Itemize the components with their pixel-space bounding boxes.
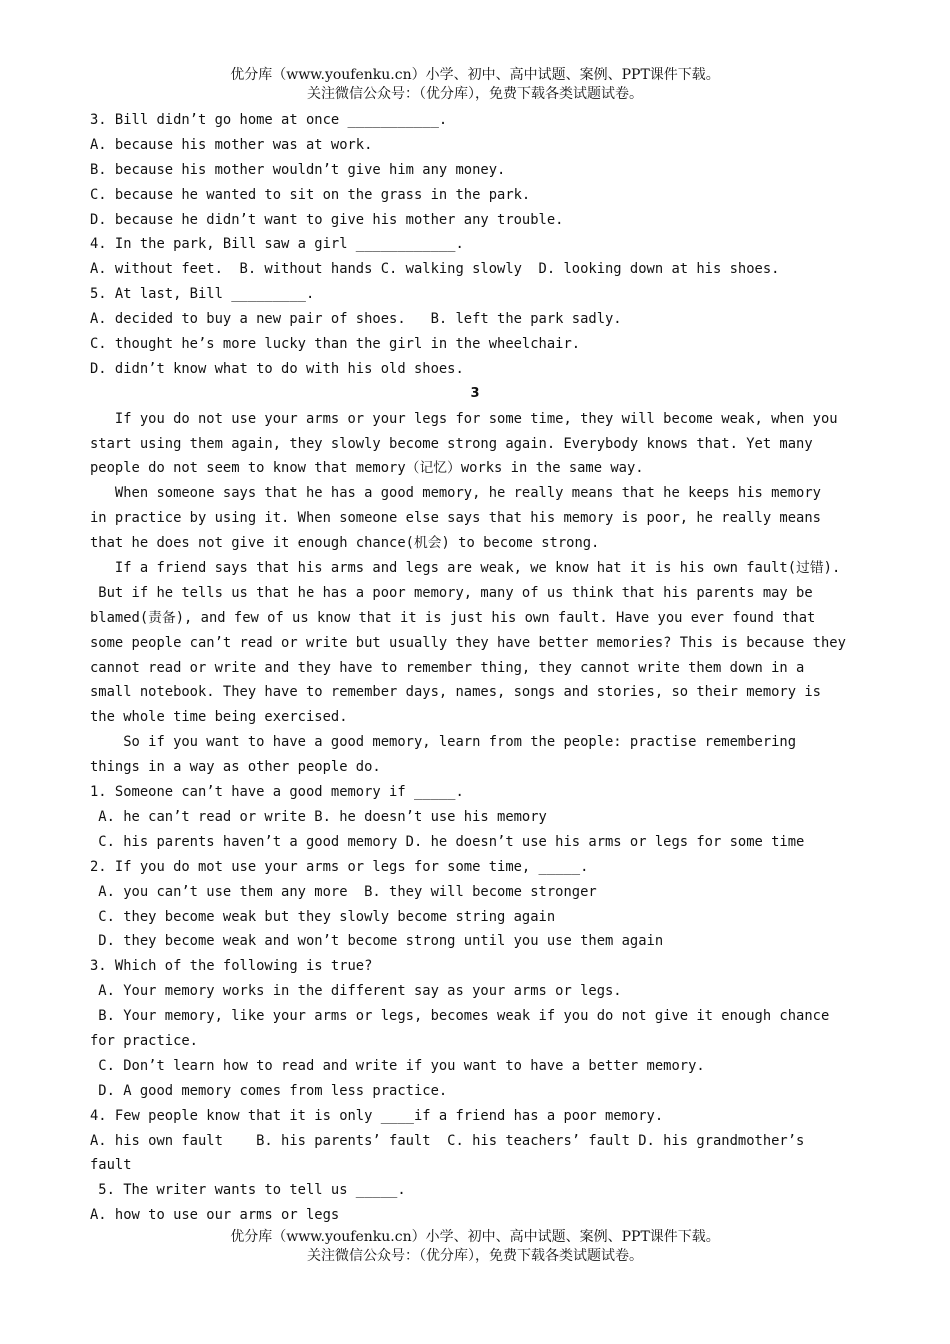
- question-text: 5. At last, Bill _________.: [90, 286, 315, 303]
- option-text: A. his own fault B. his parents’ fault C. his teachers’ fault D. his grandmother’s: [90, 1132, 805, 1149]
- option-text: A. without feet. B. without hands C. walking slowly D. looking down at his shoes.: [90, 261, 780, 278]
- option-text: C. his parents haven’t a good memory D. he doesn’t use his arms or legs for some time: [90, 833, 805, 850]
- option-text: for practice.: [90, 1032, 198, 1049]
- passage-number: 3: [470, 385, 480, 401]
- passage-line: the whole time being exercised.: [90, 709, 348, 726]
- passage-line: start using them again, they slowly become strong again. Everybody knows that. Yet many: [90, 435, 813, 452]
- question-text: 1. Someone can’t have a good memory if _____.: [90, 784, 464, 801]
- passage-line: that he does not give it enough chance(机会) to become strong.: [90, 535, 600, 552]
- page-footer: [0, 1228, 950, 1266]
- question-text: 4. Few people know that it is only ____if a friend has a poor memory.: [90, 1107, 664, 1124]
- option-text: A. he can’t read or write B. he doesn’t use his memory: [90, 808, 547, 825]
- option-text: B. because his mother wouldn’t give him any money.: [90, 161, 506, 178]
- option-text: C. Don’t learn how to read and write if you want to have a better memory.: [90, 1057, 705, 1074]
- option-text: A. because his mother was at work.: [90, 136, 373, 153]
- passage-line: But if he tells us that he has a poor memory, many of us think that his parents may be: [90, 584, 813, 601]
- passage-line: in practice by using it. When someone else says that his memory is poor, he really means: [90, 510, 821, 527]
- question-text: 4. In the park, Bill saw a girl ____________.: [90, 236, 464, 253]
- option-text: A. decided to buy a new pair of shoes. B. left the park sadly.: [90, 311, 622, 328]
- passage-line: If a friend says that his arms and legs are weak, we know hat it is his own fault(过错).: [90, 560, 841, 577]
- document-body: [90, 108, 860, 1228]
- question-text: 3. Bill didn’t go home at once ___________.: [90, 112, 448, 128]
- passage-line: So if you want to have a good memory, learn from the people: practise remembering: [90, 734, 797, 751]
- passage-line: When someone says that he has a good memory, he really means that he keeps his memory: [90, 485, 821, 502]
- option-text: A. Your memory works in the different say as your arms or legs.: [90, 983, 622, 1000]
- page-header: [0, 66, 950, 104]
- option-text: D. A good memory comes from less practice.: [90, 1082, 448, 1099]
- passage-line: small notebook. They have to remember days, names, songs and stories, so their memory is: [90, 684, 821, 701]
- footer-line-2: 关注微信公众号：（优分库），免费下载各类试题试卷。: [307, 1248, 643, 1264]
- option-text: A. you can’t use them any more B. they will become stronger: [90, 883, 597, 900]
- footer-line-1: 优分库（www.youfenku.cn）小学、初中、高中试题、案例、PPT课件下载。: [230, 1229, 720, 1245]
- option-text: D. they become weak and won’t become strong until you use them again: [90, 933, 664, 950]
- question-text: 2. If you do mot use your arms or legs for some time, _____.: [90, 858, 589, 875]
- header-line-2: 关注微信公众号：（优分库），免费下载各类试题试卷。: [307, 86, 643, 102]
- option-text: C. they become weak but they slowly become string again: [90, 908, 556, 925]
- passage-line: some people can’t read or write but usually they have better memories? This is because they: [90, 634, 846, 651]
- option-text: D. because he didn’t want to give his mother any trouble.: [90, 211, 564, 228]
- passage-line: If you do not use your arms or your legs for some time, they will become weak, when you: [90, 410, 838, 427]
- option-text: B. Your memory, like your arms or legs, becomes weak if you do not give it enough chance: [90, 1008, 830, 1025]
- option-text: fault: [90, 1157, 132, 1174]
- header-line-1: 优分库（www.youfenku.cn）小学、初中、高中试题、案例、PPT课件下载。: [230, 67, 720, 83]
- option-text: A. how to use our arms or legs: [90, 1207, 340, 1224]
- passage-line: blamed(责备), and few of us know that it is just his own fault. Have you ever found that: [90, 609, 816, 626]
- option-text: C. because he wanted to sit on the grass in the park.: [90, 186, 531, 203]
- question-text: 5. The writer wants to tell us _____.: [90, 1182, 406, 1199]
- passage-line: cannot read or write and they have to remember thing, they cannot write them down in a: [90, 659, 805, 676]
- option-text: C. thought he’s more lucky than the girl in the wheelchair.: [90, 336, 581, 353]
- passage-line: people do not seem to know that memory（记忆）works in the same way.: [90, 460, 644, 477]
- question-text: 3. Which of the following is true?: [90, 958, 373, 975]
- passage-line: things in a way as other people do.: [90, 759, 381, 776]
- option-text: D. didn’t know what to do with his old shoes.: [90, 360, 464, 377]
